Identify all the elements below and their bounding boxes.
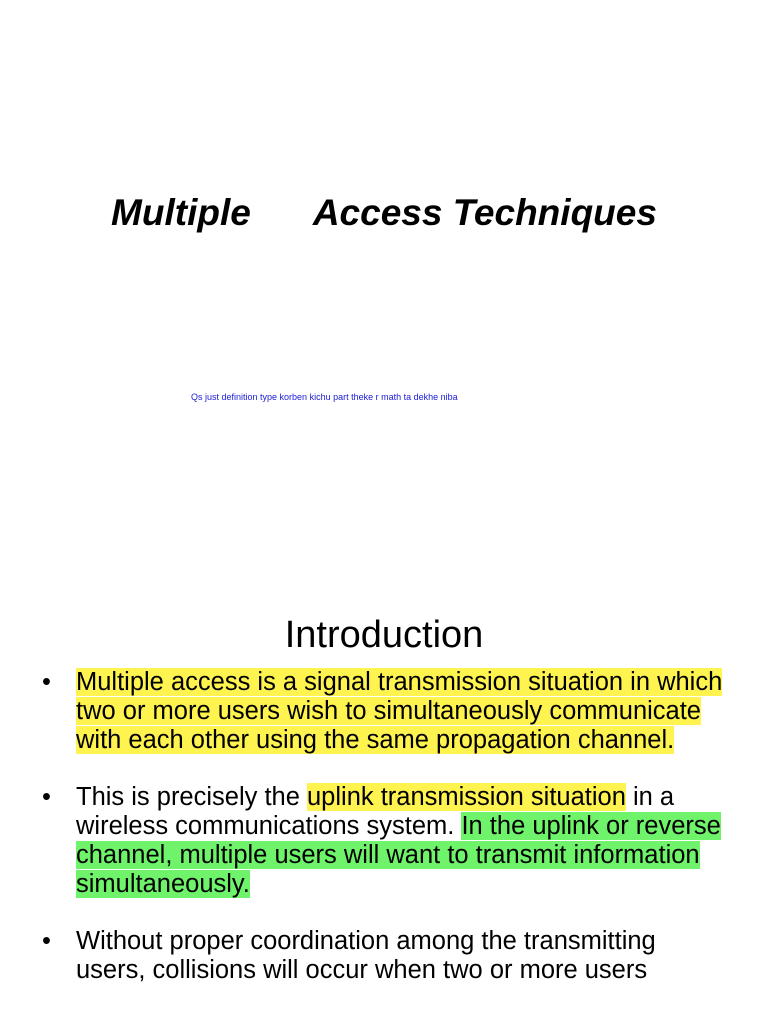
title-word-access-techniques: Access Techniques [312, 192, 657, 233]
title-word-multiple: Multiple [111, 192, 251, 233]
slide-heading-introduction: Introduction [284, 614, 484, 656]
bullet-text: Without proper coordination among the transmitting users, collisions will occur when two or more users [76, 927, 656, 984]
slide-title-heading [0, 192, 768, 234]
bullet-dot: • [42, 927, 51, 955]
bullet-dot: • [42, 783, 51, 811]
bullet-item [0, 783, 768, 899]
bullet-text: This is precisely the [76, 783, 307, 811]
bullet-dot: • [42, 668, 51, 696]
highlighted-text: Multiple access is a signal transmission situation in which two or more users wish to simultaneously communicate with each other using the same propagation channel. [76, 668, 723, 754]
bullet-text: in a wireless communications system. [76, 783, 675, 840]
slide-introduction [0, 576, 768, 1024]
highlighted-text-green: In the uplink or reverse channel, multiple users will want to transmit information simultaneously. [76, 812, 721, 898]
bullet-item [0, 927, 768, 985]
handwritten-annotation: Qs just definition type korben kichu part theke r math ta dekhe niba [191, 392, 458, 402]
bullet-item [0, 668, 768, 755]
bullet-list [0, 668, 768, 985]
highlighted-text: uplink transmission situation [307, 783, 626, 811]
